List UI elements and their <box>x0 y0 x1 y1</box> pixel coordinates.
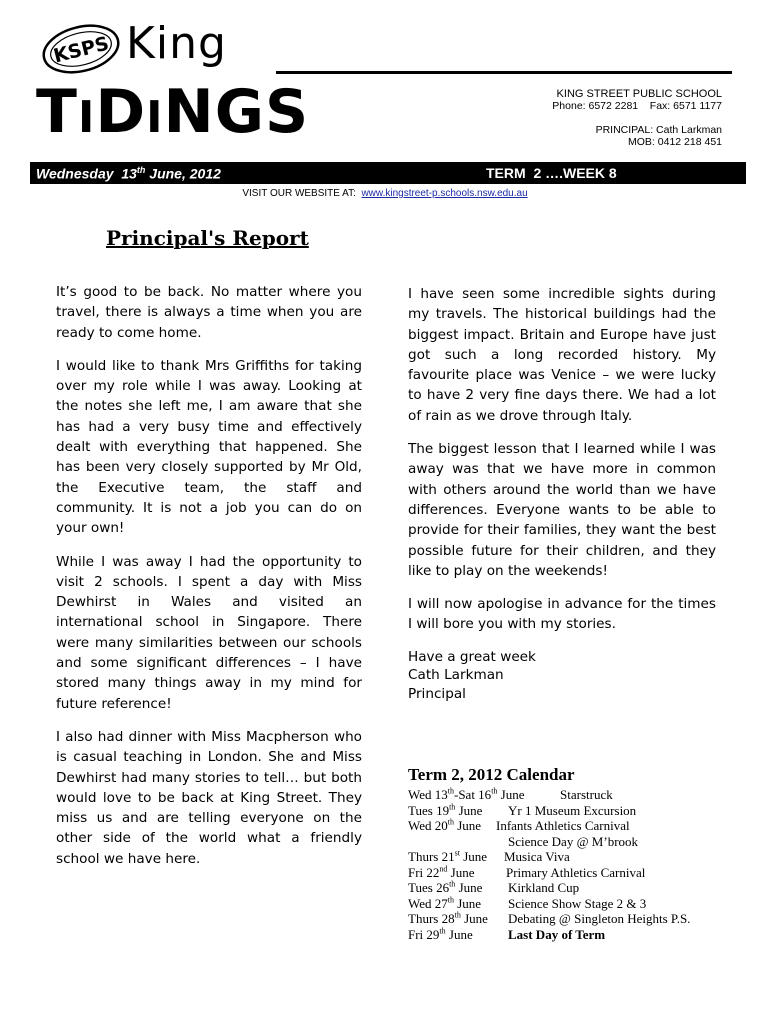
term-week: TERM 2 ….WEEK 8 <box>486 165 617 181</box>
calendar-event: Science Day @ M’brook <box>508 833 639 849</box>
calendar-date <box>408 849 487 865</box>
date-suffix: th <box>449 802 456 812</box>
date-text: June <box>455 802 483 818</box>
date-text: Tues 19 <box>408 802 450 818</box>
calendar-row <box>408 818 738 834</box>
calendar-rows <box>408 787 738 942</box>
date-suffix: st <box>454 848 460 858</box>
calendar-date <box>408 787 525 803</box>
date-text: June <box>459 849 488 864</box>
date-text: June <box>455 880 483 895</box>
date-text: June <box>447 864 475 880</box>
signoff-name: Cath Larkman <box>408 667 504 684</box>
calendar-title: Term 2, 2012 Calendar <box>408 765 575 784</box>
calendar-event: Yr 1 Museum Excursion <box>508 802 637 818</box>
date-text: June <box>453 818 482 833</box>
calendar-date <box>408 818 481 834</box>
school-name: KING STREET PUBLIC SCHOOL <box>556 88 722 100</box>
issue-date <box>36 165 221 182</box>
date-suffix: th <box>447 817 454 827</box>
calendar-row <box>408 849 738 865</box>
calendar-row <box>408 896 738 912</box>
issue-day-suffix: th <box>136 165 146 175</box>
date-suffix: th <box>447 786 454 796</box>
report-paragraph: I will now apologise in advance for the times I will bore you with my stories. <box>408 596 716 633</box>
tidings-part: I <box>77 92 96 143</box>
calendar-date <box>408 911 488 927</box>
date-suffix: nd <box>439 864 448 874</box>
principal-name: PRINCIPAL: Cath Larkman <box>595 124 722 136</box>
website-link[interactable]: www.kingstreet-p.schools.nsw.edu.au <box>361 188 528 199</box>
calendar-event: Debating @ Singleton Heights P.S. <box>508 911 691 926</box>
calendar-event: Science Show Stage 2 & 3 <box>508 895 647 911</box>
date-text: Wed 27 <box>408 895 448 911</box>
tidings-part: NGS <box>163 77 310 147</box>
date-text: Tues 26 <box>408 880 450 895</box>
report-paragraph: I also had dinner with Miss Macpherson who is casual teaching in London. She and Miss Dewhirst had many stories to tell… but both would love to be back at King Street. They miss us and are telling everyone on the other side of the world what a friendly school we have here. <box>56 728 362 867</box>
calendar-event: Musica Viva <box>504 849 570 864</box>
date-suffix: th <box>447 895 454 905</box>
signoff <box>408 648 716 704</box>
calendar-event: Kirkland Cup <box>508 880 580 895</box>
date-text: Thurs 28 <box>408 911 455 926</box>
calendar-row <box>408 787 738 803</box>
tidings-part: D <box>95 77 147 147</box>
report-paragraph: I have seen some incredible sights during my travels. The historical buildings had the biggest impact. Britain and Europe have just got such a long recorded history. My favourite place was Venice – we were lucky to have 2 very fine days there. We had a lot of rain as we drove through Italy. <box>408 286 716 424</box>
school-logo <box>40 22 122 76</box>
calendar-event: Infants Athletics Carnival <box>496 818 630 833</box>
issue-day: Wednesday 13 <box>36 165 137 182</box>
report-paragraph: It’s good to be back. No matter where you travel, there is always a time when you are ready to come home. <box>56 284 362 341</box>
calendar-row <box>408 803 738 819</box>
date-suffix: th <box>439 926 446 936</box>
date-text: Fri 22 <box>408 864 440 880</box>
tidings-part: I <box>146 92 164 143</box>
report-paragraph: I would like to thank Mrs Griffiths for taking over my role while I was away. Looking at the notes she left me, I am aware that she has had a very busy time and effectively dealt with everything that happened. She has been very closely supported by Mr Old, the Executive team, the staff and community. It is not a job you can do on your own! <box>56 357 362 537</box>
logo-text: KSPS <box>51 32 112 68</box>
date-text: Wed 13 <box>408 787 448 802</box>
date-bar <box>30 162 746 184</box>
date-text: Wed 20 <box>408 818 448 833</box>
date-text: Fri 29 <box>408 926 440 942</box>
website-label: VISIT OUR WEBSITE AT: <box>242 188 356 199</box>
date-text: June <box>497 787 525 802</box>
masthead-title-king: King <box>126 18 227 69</box>
date-text: -Sat 16 <box>453 787 492 802</box>
calendar-date <box>408 896 481 912</box>
masthead-title-tidings <box>36 77 310 147</box>
masthead-rule <box>276 71 732 74</box>
signoff-line: Have a great week <box>408 648 536 665</box>
date-suffix: th <box>449 879 456 889</box>
issue-month-year: June, 2012 <box>145 165 221 182</box>
report-title: Principal's Report <box>106 226 309 250</box>
calendar-row <box>408 880 738 896</box>
date-suffix: th <box>491 786 498 796</box>
website-line <box>0 188 770 199</box>
date-text: June <box>445 926 473 942</box>
calendar-row <box>408 911 738 927</box>
calendar-date <box>408 880 482 896</box>
signoff-role: Principal <box>408 685 466 702</box>
term-calendar <box>408 765 738 942</box>
calendar-event: Last Day of Term <box>508 926 606 942</box>
report-paragraph: While I was away I had the opportunity to visit 2 schools. I spent a day with Miss Dewhirst in Wales and visited an international school in Singapore. There were many similarities between our schools and some significant differences – I have stored many things away in my mind for future reference! <box>56 553 362 712</box>
calendar-row <box>408 927 738 943</box>
principal-mobile: MOB: 0412 218 451 <box>628 136 722 148</box>
calendar-date <box>408 803 482 819</box>
school-info <box>552 88 722 112</box>
report-paragraph: The biggest lesson that I learned while I was away was that we have more in common with others around the world than we have differences. Everyone wants to be able to provide for their families, they want the best possible future for their children, and they like to play on the weekends! <box>408 441 716 579</box>
calendar-event: Starstruck <box>560 787 613 802</box>
school-contact: Phone: 6572 2281 Fax: 6571 1177 <box>552 100 722 112</box>
calendar-date <box>408 927 473 943</box>
date-text: June <box>460 911 488 926</box>
calendar-row <box>408 834 738 850</box>
calendar-row <box>408 865 738 881</box>
report-right-column <box>408 284 716 703</box>
date-suffix: th <box>454 910 461 920</box>
report-left-column <box>56 282 362 882</box>
tidings-part: T <box>36 77 78 147</box>
date-text: June <box>453 895 482 911</box>
calendar-date <box>408 865 475 881</box>
principal-info <box>596 124 722 148</box>
date-text: Thurs 21 <box>408 849 455 864</box>
calendar-event: Primary Athletics Carnival <box>506 864 646 880</box>
